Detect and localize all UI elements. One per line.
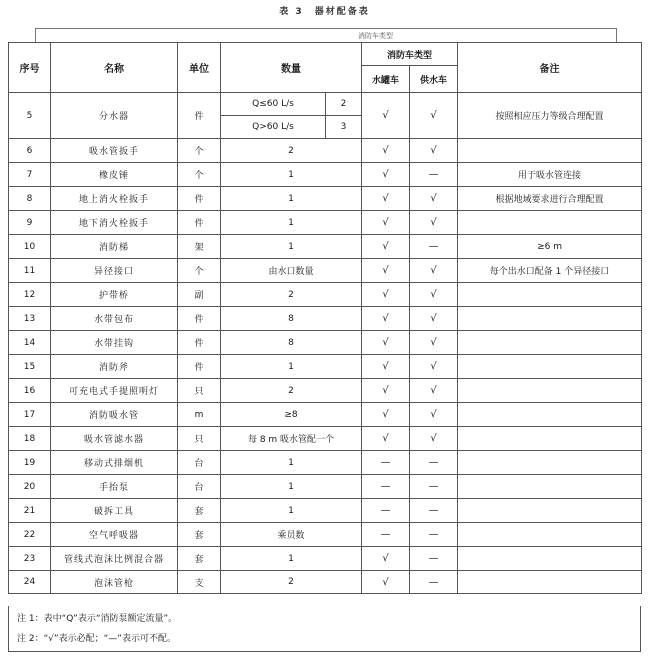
- table-row: [9, 571, 642, 594]
- row-supply: √: [410, 403, 458, 427]
- row-supply: √: [410, 93, 458, 139]
- table-row: [9, 259, 642, 283]
- row-qty: 8: [221, 331, 362, 355]
- row-seq: 10: [9, 235, 51, 259]
- row-unit: 台: [178, 451, 221, 475]
- table-row: [9, 163, 642, 187]
- row-tanker: √: [362, 139, 410, 163]
- table-row: [9, 307, 642, 331]
- row-supply: —: [410, 571, 458, 594]
- row-seq: 7: [9, 163, 51, 187]
- row-name: 水带挂钩: [51, 331, 178, 355]
- row-tanker: √: [362, 259, 410, 283]
- row-supply: —: [410, 523, 458, 547]
- table-row: [9, 355, 642, 379]
- row-seq: 23: [9, 547, 51, 571]
- row-qty: 2: [221, 379, 362, 403]
- qty-condition: Q≤60 L/s: [221, 93, 326, 116]
- row-name: 消防吸水管: [51, 403, 178, 427]
- row-unit: 只: [178, 427, 221, 451]
- row-remark: 按照相应压力等级合理配置: [458, 93, 642, 139]
- table-notes: [8, 606, 641, 652]
- row-unit: 套: [178, 499, 221, 523]
- note-2: 注 2：“√”表示必配；“—”表示可不配。: [17, 634, 176, 644]
- row-seq: 8: [9, 187, 51, 211]
- equipment-table: [8, 42, 642, 594]
- table-row: [9, 235, 642, 259]
- row-remark: [458, 355, 642, 379]
- row-seq: 12: [9, 283, 51, 307]
- row-qty: 2: [221, 139, 362, 163]
- header-vehicle-type: 消防车类型: [362, 43, 458, 66]
- row-seq: 6: [9, 139, 51, 163]
- row-name: 移动式排烟机: [51, 451, 178, 475]
- row-supply: —: [410, 451, 458, 475]
- row-remark: [458, 547, 642, 571]
- row-remark: [458, 403, 642, 427]
- row-tanker: —: [362, 523, 410, 547]
- note-1: 注 1：表中“Q”表示“消防泵额定流量”。: [17, 614, 178, 624]
- row-name: 吸水管扳手: [51, 139, 178, 163]
- row-name: 消防梯: [51, 235, 178, 259]
- row-supply: √: [410, 283, 458, 307]
- row-remark: [458, 379, 642, 403]
- row-remark: [458, 331, 642, 355]
- table-row: [9, 403, 642, 427]
- row-qty: 2: [221, 283, 362, 307]
- header-unit: 单位: [178, 43, 221, 93]
- row-remark: [458, 523, 642, 547]
- row-name: 可充电式手提照明灯: [51, 379, 178, 403]
- row-qty: 1: [221, 547, 362, 571]
- row-qty: 由水口数量: [221, 259, 362, 283]
- row-seq: 17: [9, 403, 51, 427]
- row-qty: 1: [221, 187, 362, 211]
- row-supply: √: [410, 331, 458, 355]
- row-seq: 16: [9, 379, 51, 403]
- row-unit: 架: [178, 235, 221, 259]
- row-supply: √: [410, 307, 458, 331]
- row-seq: 20: [9, 475, 51, 499]
- row-qty: 1: [221, 475, 362, 499]
- row-qty: 2: [221, 571, 362, 594]
- row-unit: 只: [178, 379, 221, 403]
- table-row: [9, 187, 642, 211]
- row-unit: 台: [178, 475, 221, 499]
- row-seq: 11: [9, 259, 51, 283]
- row-remark: [458, 475, 642, 499]
- qty-value: 3: [326, 116, 362, 139]
- row-supply: —: [410, 547, 458, 571]
- row-qty: 1: [221, 499, 362, 523]
- row-unit: 个: [178, 259, 221, 283]
- row-name: 吸水管滤水器: [51, 427, 178, 451]
- row-tanker: —: [362, 499, 410, 523]
- row-supply: √: [410, 379, 458, 403]
- row-tanker: √: [362, 331, 410, 355]
- table-row: [9, 451, 642, 475]
- row-tanker: √: [362, 211, 410, 235]
- row-seq: 14: [9, 331, 51, 355]
- row-supply: —: [410, 475, 458, 499]
- row-tanker: √: [362, 93, 410, 139]
- row-seq: 9: [9, 211, 51, 235]
- row-unit: 件: [178, 187, 221, 211]
- row-supply: √: [410, 211, 458, 235]
- row-seq: 19: [9, 451, 51, 475]
- header-tanker: 水罐车: [362, 66, 410, 93]
- row-name: 消防斧: [51, 355, 178, 379]
- row-qty: 1: [221, 451, 362, 475]
- row-tanker: √: [362, 571, 410, 594]
- row-tanker: √: [362, 235, 410, 259]
- row-supply: √: [410, 139, 458, 163]
- table-row: [9, 331, 642, 355]
- row-name: 地上消火栓扳手: [51, 187, 178, 211]
- table-caption: 表 3 器材配备表: [279, 7, 370, 17]
- table-row: [9, 379, 642, 403]
- header-name: 名称: [51, 43, 178, 93]
- row-unit: 件: [178, 355, 221, 379]
- row-remark: [458, 571, 642, 594]
- qty-value: 2: [326, 93, 362, 116]
- row-name: 管线式泡沫比例混合器: [51, 547, 178, 571]
- row-unit: 套: [178, 547, 221, 571]
- row-tanker: √: [362, 547, 410, 571]
- row-qty: 乘员数: [221, 523, 362, 547]
- row-tanker: √: [362, 283, 410, 307]
- table-row: [9, 283, 642, 307]
- row-name: 橡皮锤: [51, 163, 178, 187]
- row-name: 手抬泵: [51, 475, 178, 499]
- row-name: 地下消火栓扳手: [51, 211, 178, 235]
- row-remark: [458, 139, 642, 163]
- row-tanker: √: [362, 355, 410, 379]
- row-supply: √: [410, 187, 458, 211]
- header-seq: 序号: [9, 43, 51, 93]
- row-unit: 副: [178, 283, 221, 307]
- table-row: [9, 427, 642, 451]
- row-tanker: √: [362, 403, 410, 427]
- row-supply: √: [410, 427, 458, 451]
- table-row: [9, 139, 642, 163]
- table-row: [9, 547, 642, 571]
- row-remark: [458, 451, 642, 475]
- row-seq: 21: [9, 499, 51, 523]
- row-remark: 每个出水口配备 1 个异径接口: [458, 259, 642, 283]
- row-supply: —: [410, 163, 458, 187]
- row-remark: [458, 211, 642, 235]
- row-unit: 个: [178, 139, 221, 163]
- row-qty: ≥8: [221, 403, 362, 427]
- row-qty: 1: [221, 211, 362, 235]
- row-remark: ≥6 m: [458, 235, 642, 259]
- row-qty: 1: [221, 163, 362, 187]
- table-row: [9, 93, 642, 116]
- row-supply: —: [410, 235, 458, 259]
- row-name: 分水器: [51, 93, 178, 139]
- row-name: 破拆工具: [51, 499, 178, 523]
- row-tanker: —: [362, 451, 410, 475]
- row-tanker: √: [362, 187, 410, 211]
- row-seq: 24: [9, 571, 51, 594]
- row-tanker: √: [362, 163, 410, 187]
- row-name: 空气呼吸器: [51, 523, 178, 547]
- row-name: 护带桥: [51, 283, 178, 307]
- row-remark: [458, 283, 642, 307]
- row-seq: 22: [9, 523, 51, 547]
- row-tanker: √: [362, 307, 410, 331]
- row-qty: 1: [221, 235, 362, 259]
- row-seq: 5: [9, 93, 51, 139]
- row-qty: 1: [221, 355, 362, 379]
- row-supply: √: [410, 355, 458, 379]
- row-remark: 根据地域要求进行合理配置: [458, 187, 642, 211]
- table-row: [9, 523, 642, 547]
- table-row: [9, 475, 642, 499]
- ghost-header-label: 消防车类型: [358, 32, 393, 40]
- table-row: [9, 211, 642, 235]
- row-remark: [458, 307, 642, 331]
- qty-condition: Q>60 L/s: [221, 116, 326, 139]
- row-qty: 8: [221, 307, 362, 331]
- header-remark: 备注: [458, 43, 642, 93]
- row-unit: 件: [178, 211, 221, 235]
- row-unit: m: [178, 403, 221, 427]
- row-seq: 18: [9, 427, 51, 451]
- row-supply: —: [410, 499, 458, 523]
- row-unit: 件: [178, 331, 221, 355]
- header-qty: 数量: [221, 43, 362, 93]
- row-remark: [458, 427, 642, 451]
- row-unit: 支: [178, 571, 221, 594]
- header-row: [9, 43, 642, 66]
- row-seq: 13: [9, 307, 51, 331]
- row-tanker: —: [362, 475, 410, 499]
- row-unit: 件: [178, 307, 221, 331]
- row-remark: [458, 499, 642, 523]
- row-supply: √: [410, 259, 458, 283]
- row-seq: 15: [9, 355, 51, 379]
- row-qty: 每 8 m 吸水管配一个: [221, 427, 362, 451]
- row-unit: 个: [178, 163, 221, 187]
- row-remark: 用于吸水管连接: [458, 163, 642, 187]
- row-unit: 件: [178, 93, 221, 139]
- row-name: 泡沫管枪: [51, 571, 178, 594]
- table-row: [9, 499, 642, 523]
- row-unit: 套: [178, 523, 221, 547]
- row-tanker: √: [362, 379, 410, 403]
- row-tanker: √: [362, 427, 410, 451]
- row-name: 水带包布: [51, 307, 178, 331]
- previous-page-header-strip: [35, 28, 617, 43]
- header-supply: 供水车: [410, 66, 458, 93]
- row-name: 异径接口: [51, 259, 178, 283]
